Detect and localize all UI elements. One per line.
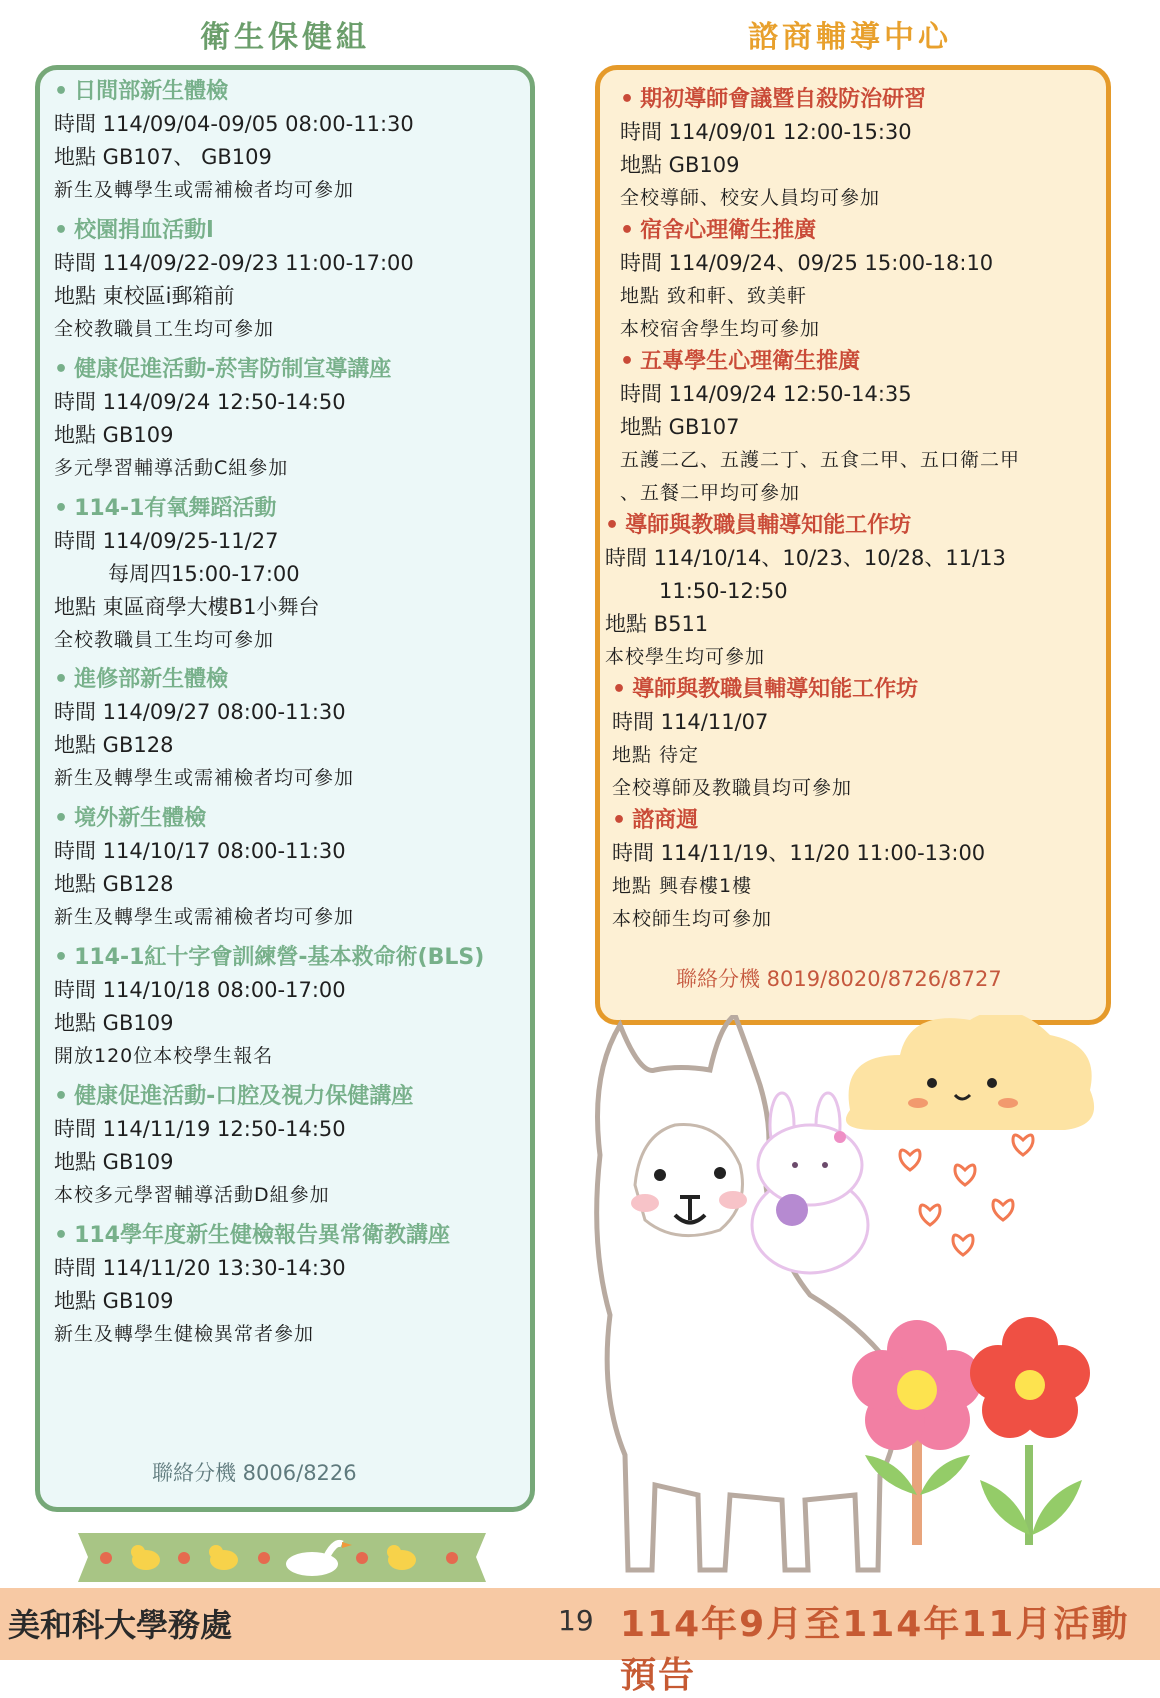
bullet-icon: • bbox=[54, 496, 69, 521]
event-time: 時間 114/10/18 08:00-17:00 bbox=[54, 978, 346, 1002]
bullet-icon: • bbox=[620, 218, 635, 243]
event-title: 健康促進活動-菸害防制宣導講座 bbox=[74, 357, 392, 382]
event-time: 時間 114/10/17 08:00-11:30 bbox=[54, 839, 346, 863]
heart-icon bbox=[900, 1135, 1033, 1255]
footer-headline: 114年9月至114年11月活動預告 bbox=[620, 1604, 1130, 1696]
event-eligibility: 本校學生均可參加 bbox=[605, 646, 766, 668]
event-location: 地點 興春樓1樓 bbox=[612, 875, 753, 897]
event-title: 宿舍心理衛生推廣 bbox=[640, 218, 817, 243]
event-location: 地點 GB128 bbox=[54, 872, 174, 896]
event-time-detail: 每周四15:00-17:00 bbox=[108, 562, 300, 586]
event-item bbox=[605, 510, 1006, 674]
event-eligibility: 全校導師及教職員均可參加 bbox=[612, 777, 853, 799]
event-item bbox=[54, 215, 414, 346]
event-eligibility: 開放120位本校學生報名 bbox=[54, 1045, 274, 1067]
page-number: 19 bbox=[558, 1604, 594, 1637]
bullet-icon: • bbox=[620, 87, 635, 112]
event-title: 114-1有氧舞蹈活動 bbox=[74, 496, 277, 521]
event-time: 時間 114/11/20 13:30-14:30 bbox=[54, 1256, 346, 1280]
bullet-icon: • bbox=[54, 1084, 69, 1109]
event-item bbox=[54, 664, 354, 795]
event-time: 時間 114/09/01 12:00-15:30 bbox=[620, 120, 912, 144]
event-eligibility: 本校多元學習輔導活動D組參加 bbox=[54, 1184, 330, 1206]
event-title: 健康促進活動-口腔及視力保健講座 bbox=[74, 1084, 414, 1109]
event-time-detail: 11:50-12:50 bbox=[659, 579, 788, 603]
event-location: 地點 待定 bbox=[612, 744, 700, 766]
event-item bbox=[54, 354, 391, 485]
event-title: 校園捐血活動l bbox=[74, 218, 214, 243]
event-time: 時間 114/09/04-09/05 08:00-11:30 bbox=[54, 112, 414, 136]
event-location: 地點 東校區i郵箱前 bbox=[54, 284, 235, 308]
bullet-icon: • bbox=[54, 218, 69, 243]
event-eligibility: 全校教職員工生均可參加 bbox=[54, 629, 275, 651]
event-title: 五專學生心理衛生推廣 bbox=[640, 349, 861, 374]
event-location: 地點 致和軒、致美軒 bbox=[620, 285, 808, 307]
counseling-section-title: 諮商輔導中心 bbox=[748, 20, 952, 55]
event-item bbox=[620, 346, 1020, 510]
event-location: 地點 GB107 bbox=[620, 415, 740, 439]
flower-icon bbox=[852, 1320, 982, 1545]
bullet-icon: • bbox=[54, 1223, 69, 1248]
event-eligibility: 本校師生均可參加 bbox=[612, 908, 773, 930]
bullet-icon: • bbox=[54, 79, 69, 104]
event-location: 地點 GB107、 GB109 bbox=[54, 145, 272, 169]
event-location: 地點 GB109 bbox=[54, 423, 174, 447]
event-time: 時間 114/09/24 12:50-14:35 bbox=[620, 382, 912, 406]
event-location: 地點 GB128 bbox=[54, 733, 174, 757]
event-eligibility: 新生及轉學生或需補檢者均可參加 bbox=[54, 179, 355, 201]
event-title: 諮商週 bbox=[632, 808, 699, 833]
event-item bbox=[612, 674, 918, 805]
bullet-icon: • bbox=[54, 945, 69, 970]
event-location: 地點 GB109 bbox=[54, 1150, 174, 1174]
event-title: 導師與教職員輔導知能工作坊 bbox=[632, 677, 919, 702]
event-item bbox=[54, 1220, 450, 1351]
event-eligibility: 新生及轉學生或需補檢者均可參加 bbox=[54, 906, 355, 928]
bullet-icon: • bbox=[54, 806, 69, 831]
flower-icon bbox=[970, 1317, 1090, 1545]
event-location: 地點 GB109 bbox=[54, 1011, 174, 1035]
event-time: 時間 114/09/25-11/27 bbox=[54, 529, 279, 553]
bullet-icon: • bbox=[612, 808, 627, 833]
event-item bbox=[612, 805, 985, 936]
event-title: 114-1紅十字會訓練營-基本救命術(BLS) bbox=[74, 945, 485, 970]
event-time: 時間 114/10/14、10/23、10/28、11/13 bbox=[605, 546, 1006, 570]
counseling-events-panel bbox=[595, 65, 1111, 1025]
event-item bbox=[620, 215, 993, 346]
event-time: 時間 114/09/24 12:50-14:50 bbox=[54, 390, 346, 414]
bullet-icon: • bbox=[605, 513, 620, 538]
health-section-title: 衛生保健組 bbox=[200, 20, 370, 55]
event-eligibility: 本校宿舍學生均可參加 bbox=[620, 318, 821, 340]
event-location: 地點 GB109 bbox=[54, 1289, 174, 1313]
event-eligibility: 新生及轉學生或需補檢者均可參加 bbox=[54, 767, 355, 789]
event-eligibility: 多元學習輔導活動C組參加 bbox=[54, 457, 289, 479]
event-item bbox=[54, 803, 354, 934]
bullet-icon: • bbox=[54, 667, 69, 692]
event-item bbox=[54, 493, 319, 657]
event-time: 時間 114/09/22-09/23 11:00-17:00 bbox=[54, 251, 414, 275]
page-footer bbox=[0, 1588, 1160, 1696]
event-title: 境外新生體檢 bbox=[74, 806, 207, 831]
event-eligibility: 全校導師、校安人員均可參加 bbox=[620, 187, 881, 209]
office-name: 美和科大學務處 bbox=[8, 1606, 233, 1644]
event-eligibility: 新生及轉學生健檢異常者參加 bbox=[54, 1323, 315, 1345]
event-title: 期初導師會議暨自殺防治研習 bbox=[640, 87, 927, 112]
event-item bbox=[54, 76, 414, 207]
event-location: 地點 GB109 bbox=[620, 153, 740, 177]
bullet-icon: • bbox=[620, 349, 635, 374]
event-title: 導師與教職員輔導知能工作坊 bbox=[625, 513, 912, 538]
bullet-icon: • bbox=[612, 677, 627, 702]
event-location: 地點 東區商學大樓B1小舞台 bbox=[54, 595, 320, 619]
counseling-contact-extension: 聯絡分機 8019/8020/8726/8727 bbox=[676, 967, 1002, 991]
event-location: 地點 B511 bbox=[605, 612, 709, 636]
event-eligibility: 全校教職員工生均可參加 bbox=[54, 318, 275, 340]
event-time: 時間 114/11/19、11/20 11:00-13:00 bbox=[612, 841, 986, 865]
event-eligibility-cont: 、五餐二甲均可參加 bbox=[620, 482, 801, 504]
health-events-panel bbox=[35, 65, 535, 1512]
cloud-icon bbox=[846, 1015, 1094, 1130]
bullet-icon: • bbox=[54, 357, 69, 382]
alpaca-illustration bbox=[560, 1015, 1160, 1590]
event-item bbox=[54, 942, 484, 1073]
duck-tape-decoration bbox=[72, 1530, 492, 1585]
event-time: 時間 114/09/24、09/25 15:00-18:10 bbox=[620, 251, 994, 275]
health-contact-extension: 聯絡分機 8006/8226 bbox=[152, 1461, 357, 1485]
event-time: 時間 114/09/27 08:00-11:30 bbox=[54, 700, 346, 724]
event-eligibility: 五護二乙、五護二丁、五食二甲、五口衛二甲 bbox=[620, 449, 1021, 471]
event-title: 進修部新生體檢 bbox=[74, 667, 229, 692]
event-time: 時間 114/11/19 12:50-14:50 bbox=[54, 1117, 346, 1141]
event-title: 日間部新生體檢 bbox=[74, 79, 229, 104]
event-time: 時間 114/11/07 bbox=[612, 710, 769, 734]
alpaca-face bbox=[631, 1125, 747, 1236]
event-item bbox=[54, 1081, 413, 1212]
event-title: 114學年度新生健檢報告異常衛教講座 bbox=[74, 1223, 450, 1248]
event-item bbox=[620, 84, 926, 215]
